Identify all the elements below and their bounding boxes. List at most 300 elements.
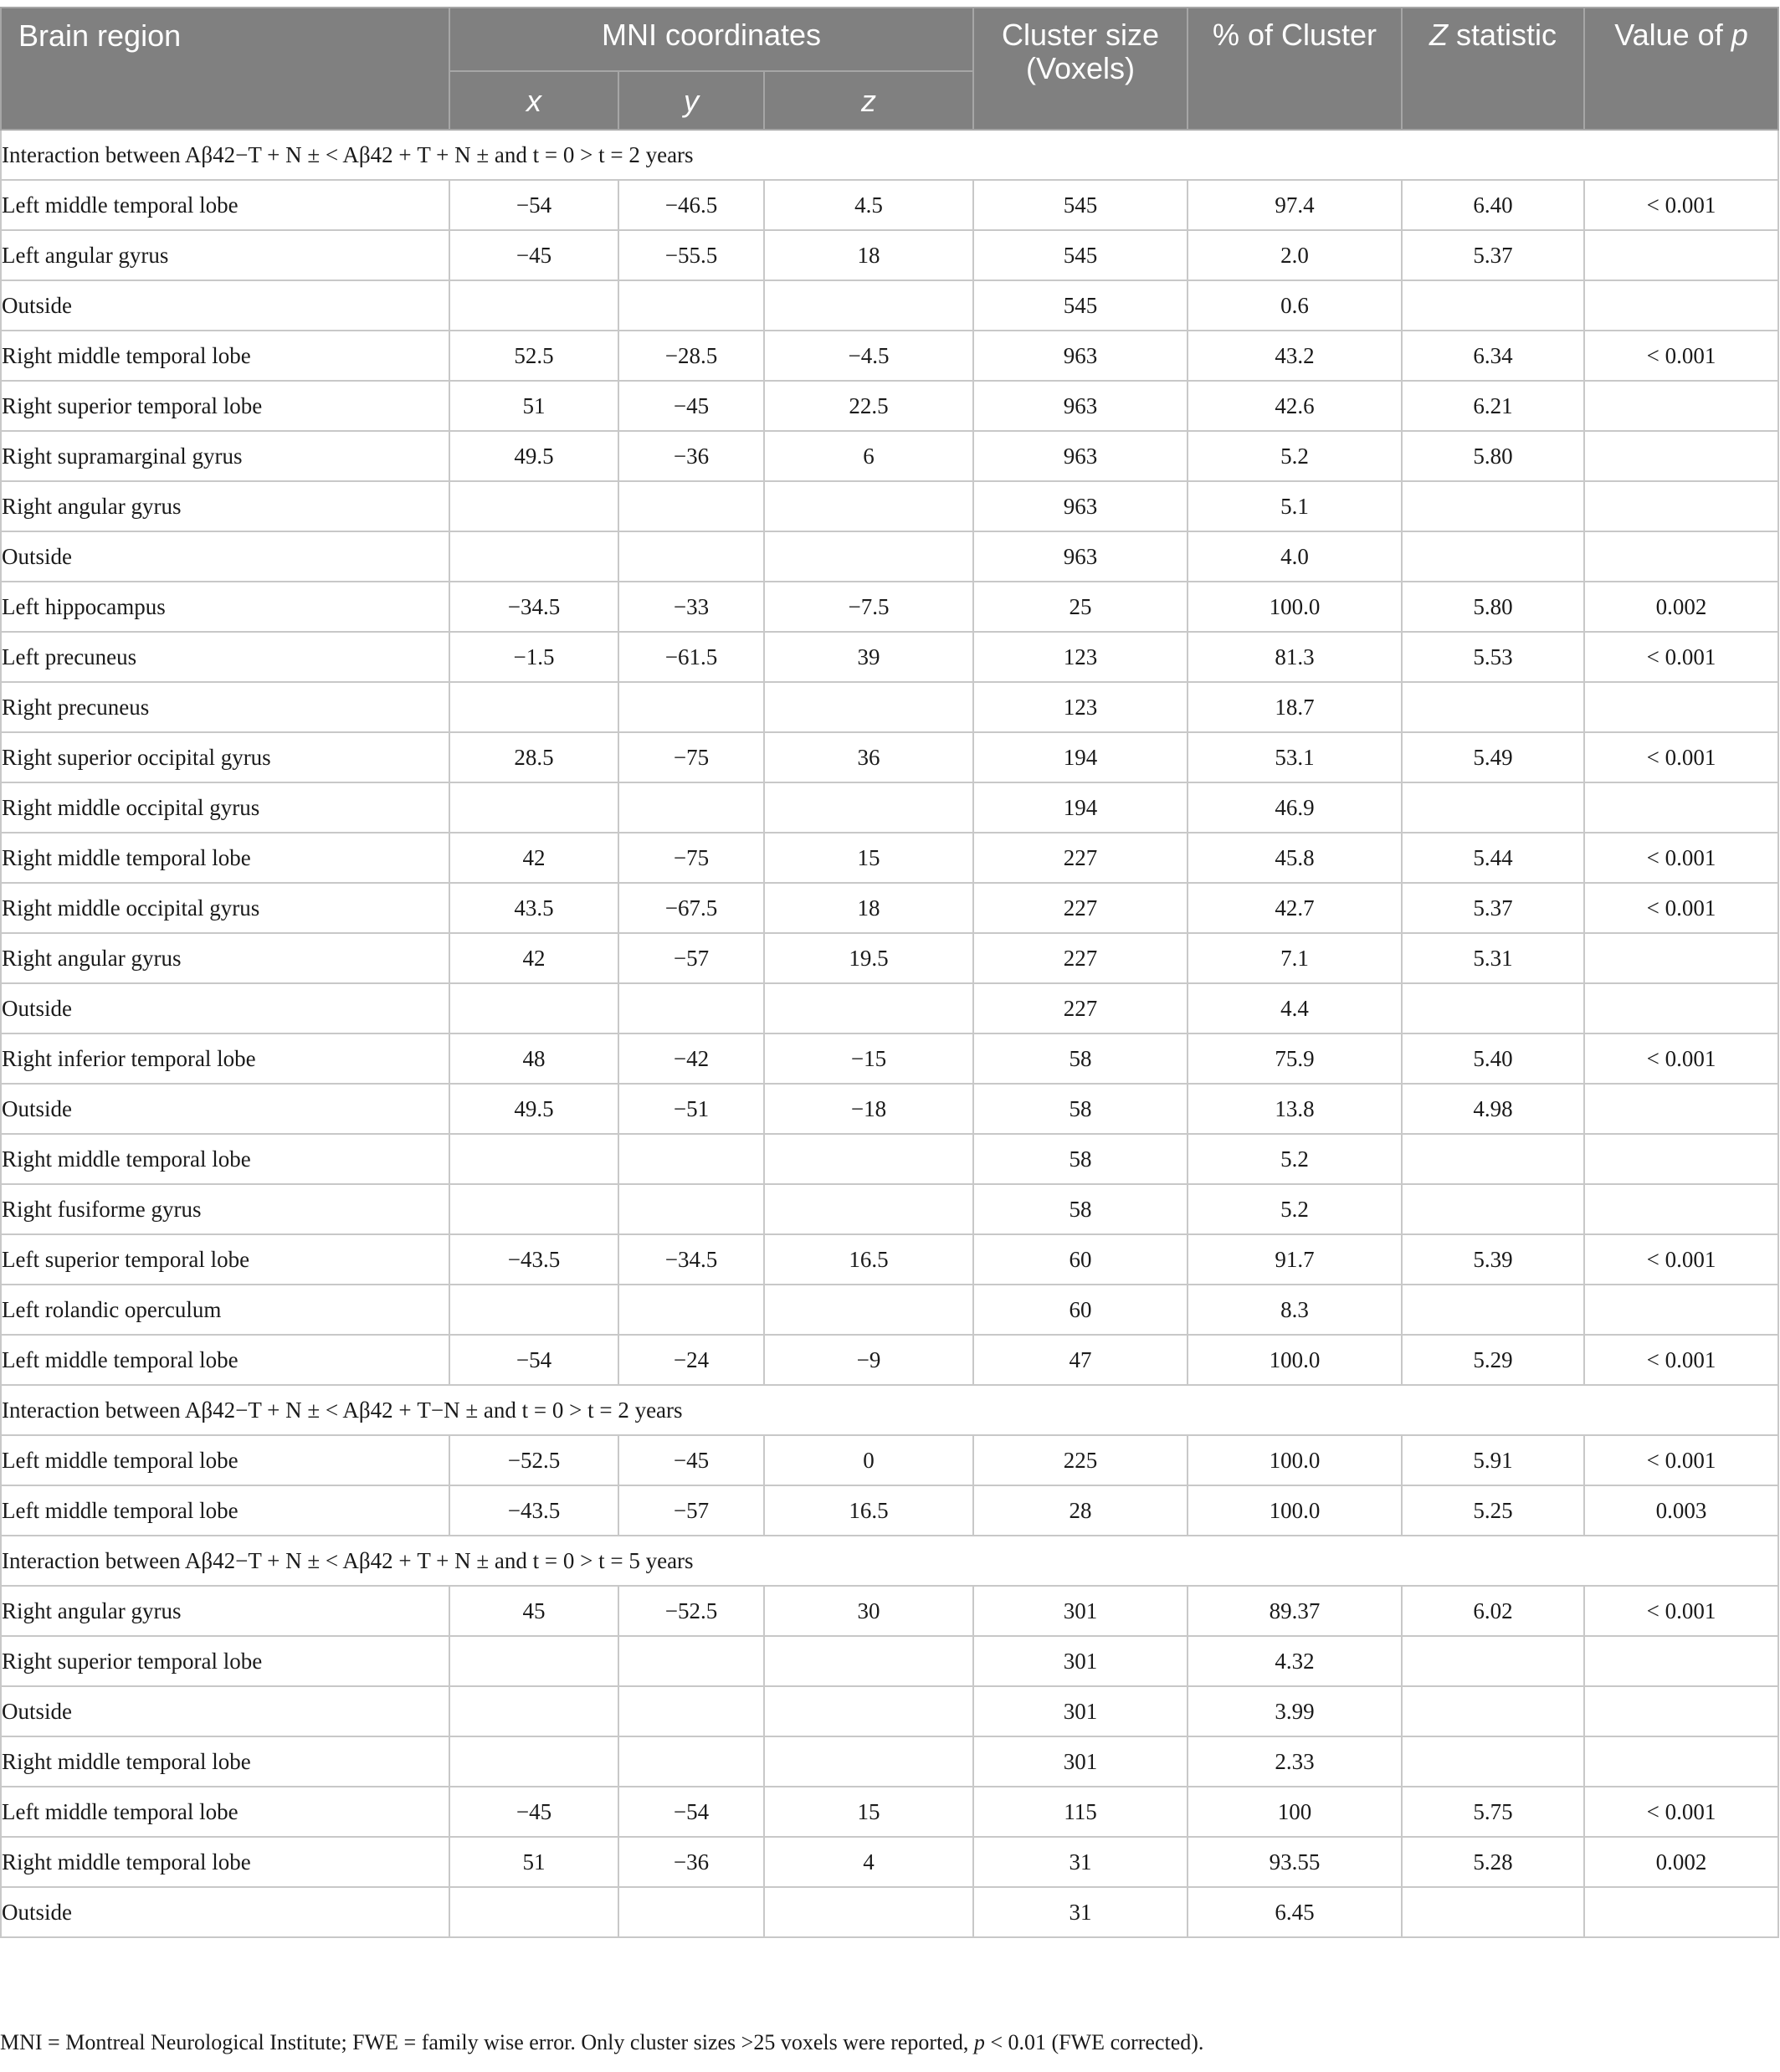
cluster-size-cell: 963 bbox=[973, 431, 1188, 481]
brain-region-cell: Right superior occipital gyrus bbox=[1, 732, 449, 782]
mni-z-cell: 16.5 bbox=[764, 1485, 973, 1536]
cluster-size-cell: 115 bbox=[973, 1787, 1188, 1837]
section-title: Interaction between Aβ42−T + N ± < Aβ42 + T + N ± and t = 0 > t = 2 years bbox=[1, 130, 1778, 180]
mni-x-cell bbox=[449, 983, 618, 1033]
pct-cluster-cell: 100.0 bbox=[1188, 582, 1402, 632]
table-row bbox=[1, 1586, 1778, 1636]
mni-y-cell: −67.5 bbox=[618, 883, 764, 933]
mni-y-cell: −36 bbox=[618, 431, 764, 481]
brain-region-cell: Outside bbox=[1, 1686, 449, 1736]
section-row bbox=[1, 1536, 1778, 1586]
mni-z-cell bbox=[764, 481, 973, 531]
p-value-cell: 0.002 bbox=[1584, 582, 1778, 632]
brain-region-cell: Right angular gyrus bbox=[1, 933, 449, 983]
header-cluster-size bbox=[973, 8, 1188, 130]
table-row bbox=[1, 883, 1778, 933]
table-row bbox=[1, 1887, 1778, 1937]
footnote-p-italic: p bbox=[973, 2030, 985, 2054]
mni-y-cell: −57 bbox=[618, 1485, 764, 1536]
brain-region-cell: Right angular gyrus bbox=[1, 481, 449, 531]
pct-cluster-cell: 42.7 bbox=[1188, 883, 1402, 933]
header-z: z bbox=[764, 71, 973, 130]
z-statistic-cell: 5.25 bbox=[1402, 1485, 1584, 1536]
mni-x-cell: 28.5 bbox=[449, 732, 618, 782]
cluster-size-cell: 58 bbox=[973, 1033, 1188, 1084]
p-value-cell bbox=[1584, 1084, 1778, 1134]
pct-cluster-cell: 100.0 bbox=[1188, 1435, 1402, 1485]
mni-x-cell bbox=[449, 1184, 618, 1234]
brain-region-cell: Right middle occipital gyrus bbox=[1, 883, 449, 933]
p-value-cell bbox=[1584, 1184, 1778, 1234]
cluster-size-cell: 60 bbox=[973, 1285, 1188, 1335]
pct-cluster-cell: 3.99 bbox=[1188, 1686, 1402, 1736]
pct-cluster-cell: 5.2 bbox=[1188, 1134, 1402, 1184]
mni-z-cell: −7.5 bbox=[764, 582, 973, 632]
mni-y-cell: −52.5 bbox=[618, 1586, 764, 1636]
z-statistic-cell bbox=[1402, 983, 1584, 1033]
mni-y-cell bbox=[618, 280, 764, 331]
z-statistic-cell bbox=[1402, 1636, 1584, 1686]
table-row bbox=[1, 1335, 1778, 1385]
z-statistic-cell bbox=[1402, 782, 1584, 833]
mni-z-cell: 6 bbox=[764, 431, 973, 481]
table-row bbox=[1, 481, 1778, 531]
table-row bbox=[1, 1636, 1778, 1686]
mni-z-cell: 4.5 bbox=[764, 180, 973, 230]
brain-region-cell: Right middle occipital gyrus bbox=[1, 782, 449, 833]
mni-z-cell: 15 bbox=[764, 833, 973, 883]
mni-x-cell: −54 bbox=[449, 1335, 618, 1385]
pct-cluster-cell: 43.2 bbox=[1188, 331, 1402, 381]
brain-region-cell: Left middle temporal lobe bbox=[1, 1435, 449, 1485]
p-value-cell: < 0.001 bbox=[1584, 833, 1778, 883]
table-row bbox=[1, 682, 1778, 732]
mni-x-cell: −52.5 bbox=[449, 1435, 618, 1485]
pct-cluster-cell: 5.1 bbox=[1188, 481, 1402, 531]
p-value-cell bbox=[1584, 682, 1778, 732]
z-statistic-cell bbox=[1402, 1686, 1584, 1736]
z-statistic-cell: 5.31 bbox=[1402, 933, 1584, 983]
brain-region-cell: Outside bbox=[1, 280, 449, 331]
mni-y-cell: −36 bbox=[618, 1837, 764, 1887]
brain-region-cell: Left hippocampus bbox=[1, 582, 449, 632]
mni-z-cell: −9 bbox=[764, 1335, 973, 1385]
mni-y-cell bbox=[618, 1887, 764, 1937]
cluster-size-cell: 545 bbox=[973, 230, 1188, 280]
header-x: x bbox=[449, 71, 618, 130]
z-statistic-cell: 5.80 bbox=[1402, 582, 1584, 632]
z-statistic-cell: 6.40 bbox=[1402, 180, 1584, 230]
brain-region-cell: Right supramarginal gyrus bbox=[1, 431, 449, 481]
mni-x-cell bbox=[449, 1887, 618, 1937]
brain-region-cell: Right middle temporal lobe bbox=[1, 1736, 449, 1787]
p-value-cell bbox=[1584, 1134, 1778, 1184]
table-row bbox=[1, 431, 1778, 481]
z-statistic-cell bbox=[1402, 682, 1584, 732]
brain-region-cell: Right middle temporal lobe bbox=[1, 1837, 449, 1887]
mni-z-cell: −4.5 bbox=[764, 331, 973, 381]
mni-y-cell: −75 bbox=[618, 732, 764, 782]
mni-z-cell: 22.5 bbox=[764, 381, 973, 431]
p-value-cell bbox=[1584, 431, 1778, 481]
table-row bbox=[1, 1787, 1778, 1837]
cluster-size-cell: 123 bbox=[973, 632, 1188, 682]
brain-region-cell: Outside bbox=[1, 1887, 449, 1937]
mni-y-cell bbox=[618, 1736, 764, 1787]
footnote bbox=[0, 2030, 1203, 2055]
mni-z-cell bbox=[764, 1736, 973, 1787]
mni-x-cell bbox=[449, 1736, 618, 1787]
pct-cluster-cell: 45.8 bbox=[1188, 833, 1402, 883]
brain-region-cell: Right angular gyrus bbox=[1, 1586, 449, 1636]
table-row bbox=[1, 782, 1778, 833]
cluster-size-cell: 31 bbox=[973, 1837, 1188, 1887]
mni-x-cell bbox=[449, 782, 618, 833]
mni-y-cell bbox=[618, 1134, 764, 1184]
mni-y-cell bbox=[618, 481, 764, 531]
mni-x-cell: 52.5 bbox=[449, 331, 618, 381]
brain-region-cell: Right middle temporal lobe bbox=[1, 331, 449, 381]
brain-region-cell: Outside bbox=[1, 1084, 449, 1134]
table-row bbox=[1, 1134, 1778, 1184]
footnote-text-end: < 0.01 (FWE corrected). bbox=[984, 2030, 1204, 2054]
cluster-size-cell: 60 bbox=[973, 1234, 1188, 1285]
mni-x-cell: −54 bbox=[449, 180, 618, 230]
mni-z-cell bbox=[764, 1686, 973, 1736]
mni-y-cell bbox=[618, 1184, 764, 1234]
mni-z-cell: 18 bbox=[764, 883, 973, 933]
brain-region-cell: Right precuneus bbox=[1, 682, 449, 732]
table-body bbox=[1, 130, 1778, 1937]
mni-z-cell bbox=[764, 1887, 973, 1937]
cluster-size-cell: 225 bbox=[973, 1435, 1188, 1485]
p-value-cell bbox=[1584, 481, 1778, 531]
cluster-size-cell: 123 bbox=[973, 682, 1188, 732]
mni-z-cell: 16.5 bbox=[764, 1234, 973, 1285]
mni-y-cell: −75 bbox=[618, 833, 764, 883]
cluster-size-cell: 301 bbox=[973, 1636, 1188, 1686]
mni-x-cell: −34.5 bbox=[449, 582, 618, 632]
table-row bbox=[1, 1033, 1778, 1084]
pct-cluster-cell: 97.4 bbox=[1188, 180, 1402, 230]
brain-region-cell: Left middle temporal lobe bbox=[1, 1787, 449, 1837]
brain-region-cell: Right superior temporal lobe bbox=[1, 1636, 449, 1686]
pct-cluster-cell: 100 bbox=[1188, 1787, 1402, 1837]
mni-y-cell: −42 bbox=[618, 1033, 764, 1084]
p-value-cell: < 0.001 bbox=[1584, 1335, 1778, 1385]
brain-region-cell: Right middle temporal lobe bbox=[1, 1134, 449, 1184]
mni-x-cell: 49.5 bbox=[449, 431, 618, 481]
cluster-size-cell: 58 bbox=[973, 1184, 1188, 1234]
p-value-cell bbox=[1584, 1636, 1778, 1686]
pct-cluster-cell: 18.7 bbox=[1188, 682, 1402, 732]
pct-cluster-cell: 8.3 bbox=[1188, 1285, 1402, 1335]
cluster-size-cell: 963 bbox=[973, 331, 1188, 381]
mni-y-cell bbox=[618, 1636, 764, 1686]
mni-y-cell: −28.5 bbox=[618, 331, 764, 381]
mni-z-cell bbox=[764, 1134, 973, 1184]
table-row bbox=[1, 230, 1778, 280]
p-value-cell bbox=[1584, 1736, 1778, 1787]
cluster-size-cell: 545 bbox=[973, 180, 1188, 230]
table-row bbox=[1, 1485, 1778, 1536]
mni-y-cell: −61.5 bbox=[618, 632, 764, 682]
p-value-cell bbox=[1584, 230, 1778, 280]
mni-x-cell: 51 bbox=[449, 381, 618, 431]
pct-cluster-cell: 4.4 bbox=[1188, 983, 1402, 1033]
mni-y-cell: −51 bbox=[618, 1084, 764, 1134]
header-p-value bbox=[1584, 8, 1778, 130]
p-value-cell bbox=[1584, 280, 1778, 331]
mni-z-cell bbox=[764, 1636, 973, 1686]
mni-y-cell bbox=[618, 983, 764, 1033]
mni-x-cell: −45 bbox=[449, 1787, 618, 1837]
header-pct-cluster: % of Cluster bbox=[1188, 8, 1402, 130]
table-row bbox=[1, 933, 1778, 983]
table-row bbox=[1, 1285, 1778, 1335]
table-row bbox=[1, 582, 1778, 632]
mni-x-cell: −1.5 bbox=[449, 632, 618, 682]
mni-y-cell bbox=[618, 531, 764, 582]
mni-x-cell: 49.5 bbox=[449, 1084, 618, 1134]
pct-cluster-cell: 5.2 bbox=[1188, 431, 1402, 481]
mni-y-cell: −57 bbox=[618, 933, 764, 983]
p-value-cell: < 0.001 bbox=[1584, 732, 1778, 782]
mni-z-cell: 0 bbox=[764, 1435, 973, 1485]
pct-cluster-cell: 93.55 bbox=[1188, 1837, 1402, 1887]
z-statistic-cell: 5.44 bbox=[1402, 833, 1584, 883]
p-value-cell: 0.002 bbox=[1584, 1837, 1778, 1887]
pct-cluster-cell: 100.0 bbox=[1188, 1335, 1402, 1385]
header-z-statistic bbox=[1402, 8, 1584, 130]
mni-x-cell: −43.5 bbox=[449, 1234, 618, 1285]
header-cluster-size-line1: Cluster size bbox=[1001, 18, 1160, 52]
section-row bbox=[1, 130, 1778, 180]
section-title: Interaction between Aβ42−T + N ± < Aβ42 + T−N ± and t = 0 > t = 2 years bbox=[1, 1385, 1778, 1435]
table-row bbox=[1, 1184, 1778, 1234]
header-p-italic: p bbox=[1731, 18, 1748, 52]
brain-region-cell: Right fusiforme gyrus bbox=[1, 1184, 449, 1234]
mni-z-cell: 36 bbox=[764, 732, 973, 782]
cluster-size-cell: 227 bbox=[973, 833, 1188, 883]
cluster-size-cell: 227 bbox=[973, 933, 1188, 983]
mni-z-cell: −18 bbox=[764, 1084, 973, 1134]
cluster-size-cell: 963 bbox=[973, 381, 1188, 431]
pct-cluster-cell: 4.0 bbox=[1188, 531, 1402, 582]
mni-x-cell: 48 bbox=[449, 1033, 618, 1084]
pct-cluster-cell: 89.37 bbox=[1188, 1586, 1402, 1636]
table-row bbox=[1, 381, 1778, 431]
footnote-text: MNI = Montreal Neurological Institute; FWE = family wise error. Only cluster sizes >25 voxels were reported, bbox=[0, 2030, 974, 2054]
cluster-size-cell: 194 bbox=[973, 782, 1188, 833]
pct-cluster-cell: 7.1 bbox=[1188, 933, 1402, 983]
cluster-size-cell: 963 bbox=[973, 531, 1188, 582]
mni-y-cell: −24 bbox=[618, 1335, 764, 1385]
mni-x-cell bbox=[449, 1636, 618, 1686]
pct-cluster-cell: 91.7 bbox=[1188, 1234, 1402, 1285]
p-value-cell bbox=[1584, 782, 1778, 833]
z-statistic-cell: 5.37 bbox=[1402, 230, 1584, 280]
z-statistic-cell bbox=[1402, 1736, 1584, 1787]
mni-z-cell: 30 bbox=[764, 1586, 973, 1636]
z-statistic-cell: 5.80 bbox=[1402, 431, 1584, 481]
mni-x-cell: 45 bbox=[449, 1586, 618, 1636]
p-value-cell bbox=[1584, 381, 1778, 431]
z-statistic-cell: 5.91 bbox=[1402, 1435, 1584, 1485]
mni-x-cell bbox=[449, 1285, 618, 1335]
mni-y-cell: −45 bbox=[618, 1435, 764, 1485]
table-row bbox=[1, 1084, 1778, 1134]
p-value-cell bbox=[1584, 983, 1778, 1033]
table-row bbox=[1, 833, 1778, 883]
p-value-cell bbox=[1584, 1887, 1778, 1937]
pct-cluster-cell: 53.1 bbox=[1188, 732, 1402, 782]
pct-cluster-cell: 13.8 bbox=[1188, 1084, 1402, 1134]
z-statistic-cell bbox=[1402, 280, 1584, 331]
brain-region-cell: Left precuneus bbox=[1, 632, 449, 682]
p-value-cell: < 0.001 bbox=[1584, 1586, 1778, 1636]
mni-y-cell: −34.5 bbox=[618, 1234, 764, 1285]
z-statistic-cell: 6.02 bbox=[1402, 1586, 1584, 1636]
cluster-size-cell: 58 bbox=[973, 1134, 1188, 1184]
mni-y-cell: −46.5 bbox=[618, 180, 764, 230]
mni-x-cell bbox=[449, 280, 618, 331]
table-header bbox=[1, 8, 1778, 130]
table-row bbox=[1, 331, 1778, 381]
pct-cluster-cell: 6.45 bbox=[1188, 1887, 1402, 1937]
cluster-size-cell: 25 bbox=[973, 582, 1188, 632]
mni-x-cell: 43.5 bbox=[449, 883, 618, 933]
pct-cluster-cell: 46.9 bbox=[1188, 782, 1402, 833]
mni-z-cell: −15 bbox=[764, 1033, 973, 1084]
cluster-size-cell: 31 bbox=[973, 1887, 1188, 1937]
table-row bbox=[1, 983, 1778, 1033]
p-value-cell: < 0.001 bbox=[1584, 1787, 1778, 1837]
z-statistic-cell: 5.28 bbox=[1402, 1837, 1584, 1887]
pct-cluster-cell: 100.0 bbox=[1188, 1485, 1402, 1536]
cluster-size-cell: 963 bbox=[973, 481, 1188, 531]
z-statistic-cell: 5.40 bbox=[1402, 1033, 1584, 1084]
brain-region-cell: Left superior temporal lobe bbox=[1, 1234, 449, 1285]
cluster-size-cell: 227 bbox=[973, 883, 1188, 933]
brain-region-cell: Outside bbox=[1, 531, 449, 582]
mni-z-cell: 15 bbox=[764, 1787, 973, 1837]
brain-region-cell: Left middle temporal lobe bbox=[1, 180, 449, 230]
cluster-size-cell: 28 bbox=[973, 1485, 1188, 1536]
mni-y-cell: −54 bbox=[618, 1787, 764, 1837]
p-value-cell: < 0.001 bbox=[1584, 883, 1778, 933]
mni-y-cell bbox=[618, 1686, 764, 1736]
z-statistic-cell bbox=[1402, 1285, 1584, 1335]
mni-y-cell: −33 bbox=[618, 582, 764, 632]
z-statistic-cell: 5.29 bbox=[1402, 1335, 1584, 1385]
mni-x-cell bbox=[449, 1686, 618, 1736]
table-row bbox=[1, 180, 1778, 230]
mni-x-cell bbox=[449, 1134, 618, 1184]
mni-x-cell: −45 bbox=[449, 230, 618, 280]
z-statistic-cell bbox=[1402, 531, 1584, 582]
z-statistic-cell: 5.37 bbox=[1402, 883, 1584, 933]
table-row bbox=[1, 732, 1778, 782]
p-value-cell: < 0.001 bbox=[1584, 1033, 1778, 1084]
table-row bbox=[1, 1435, 1778, 1485]
pct-cluster-cell: 81.3 bbox=[1188, 632, 1402, 682]
brain-region-cell: Right inferior temporal lobe bbox=[1, 1033, 449, 1084]
z-statistic-cell bbox=[1402, 481, 1584, 531]
brain-region-cell: Left middle temporal lobe bbox=[1, 1335, 449, 1385]
cluster-size-cell: 545 bbox=[973, 280, 1188, 331]
mni-x-cell: −43.5 bbox=[449, 1485, 618, 1536]
mni-z-cell bbox=[764, 1184, 973, 1234]
brain-region-cell: Left rolandic operculum bbox=[1, 1285, 449, 1335]
cluster-size-cell: 227 bbox=[973, 983, 1188, 1033]
pct-cluster-cell: 75.9 bbox=[1188, 1033, 1402, 1084]
z-statistic-cell: 4.98 bbox=[1402, 1084, 1584, 1134]
p-value-cell: < 0.001 bbox=[1584, 632, 1778, 682]
results-table bbox=[0, 7, 1779, 1938]
table-row bbox=[1, 1234, 1778, 1285]
mni-z-cell bbox=[764, 280, 973, 331]
mni-x-cell: 42 bbox=[449, 833, 618, 883]
cluster-size-cell: 301 bbox=[973, 1736, 1188, 1787]
section-row bbox=[1, 1385, 1778, 1435]
pct-cluster-cell: 42.6 bbox=[1188, 381, 1402, 431]
mni-z-cell bbox=[764, 1285, 973, 1335]
mni-y-cell bbox=[618, 1285, 764, 1335]
mni-z-cell bbox=[764, 531, 973, 582]
z-statistic-cell: 5.75 bbox=[1402, 1787, 1584, 1837]
mni-z-cell: 39 bbox=[764, 632, 973, 682]
p-value-cell: < 0.001 bbox=[1584, 180, 1778, 230]
mni-x-cell: 42 bbox=[449, 933, 618, 983]
header-p-text: Value of bbox=[1614, 18, 1731, 52]
header-cluster-size-line2: (Voxels) bbox=[1025, 51, 1136, 85]
pct-cluster-cell: 4.32 bbox=[1188, 1636, 1402, 1686]
z-statistic-cell bbox=[1402, 1184, 1584, 1234]
table-row bbox=[1, 1686, 1778, 1736]
p-value-cell bbox=[1584, 1686, 1778, 1736]
mni-y-cell bbox=[618, 782, 764, 833]
z-statistic-cell: 5.53 bbox=[1402, 632, 1584, 682]
header-z-rest: statistic bbox=[1448, 18, 1557, 52]
p-value-cell bbox=[1584, 1285, 1778, 1335]
brain-region-cell: Outside bbox=[1, 983, 449, 1033]
cluster-size-cell: 58 bbox=[973, 1084, 1188, 1134]
cluster-size-cell: 301 bbox=[973, 1686, 1188, 1736]
mni-y-cell bbox=[618, 682, 764, 732]
mni-z-cell bbox=[764, 983, 973, 1033]
mni-y-cell: −45 bbox=[618, 381, 764, 431]
p-value-cell bbox=[1584, 531, 1778, 582]
brain-region-cell: Left middle temporal lobe bbox=[1, 1485, 449, 1536]
pct-cluster-cell: 2.0 bbox=[1188, 230, 1402, 280]
pct-cluster-cell: 5.2 bbox=[1188, 1184, 1402, 1234]
mni-z-cell bbox=[764, 782, 973, 833]
table-row bbox=[1, 531, 1778, 582]
cluster-size-cell: 47 bbox=[973, 1335, 1188, 1385]
p-value-cell: 0.003 bbox=[1584, 1485, 1778, 1536]
header-z-italic: Z bbox=[1429, 18, 1448, 52]
z-statistic-cell: 5.49 bbox=[1402, 732, 1584, 782]
pct-cluster-cell: 2.33 bbox=[1188, 1736, 1402, 1787]
p-value-cell: < 0.001 bbox=[1584, 1234, 1778, 1285]
brain-region-cell: Right superior temporal lobe bbox=[1, 381, 449, 431]
mni-x-cell: 51 bbox=[449, 1837, 618, 1887]
z-statistic-cell: 6.21 bbox=[1402, 381, 1584, 431]
cluster-size-cell: 194 bbox=[973, 732, 1188, 782]
mni-x-cell bbox=[449, 531, 618, 582]
mni-z-cell: 4 bbox=[764, 1837, 973, 1887]
